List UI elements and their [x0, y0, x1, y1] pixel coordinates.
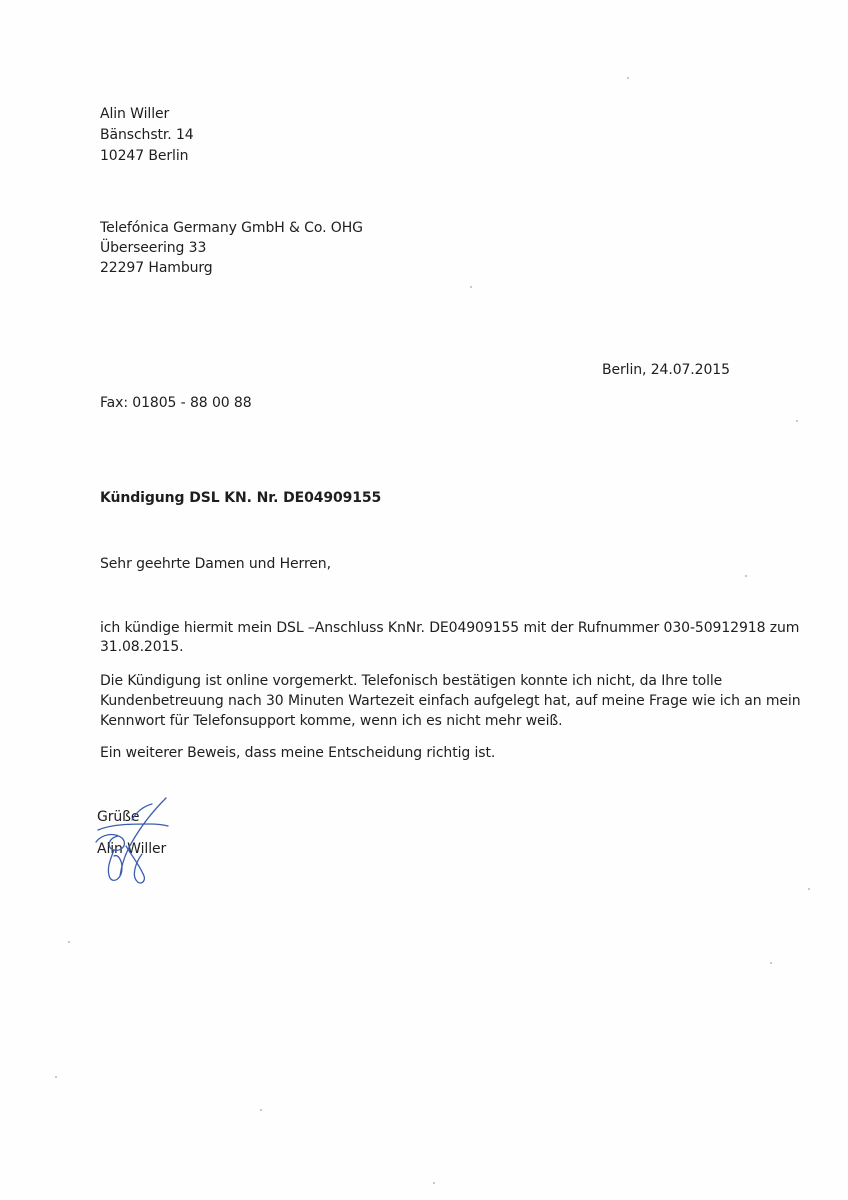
scan-speck — [808, 888, 810, 890]
scan-speck — [55, 1076, 57, 1078]
closing-name: Alin Willer — [97, 841, 167, 857]
scan-speck — [68, 941, 70, 943]
sender-street: Bänschstr. 14 — [100, 127, 194, 143]
fax-number: Fax: 01805 - 88 00 88 — [100, 395, 252, 411]
recipient-street: Überseering 33 — [100, 240, 207, 256]
scan-speck — [745, 575, 747, 577]
scan-speck — [796, 420, 798, 422]
subject-line: Kündigung DSL KN. Nr. DE04909155 — [100, 490, 382, 506]
body-line: Die Kündigung ist online vorgemerkt. Telefonisch bestätigen konnte ich nicht, da Ihre tolle — [100, 673, 723, 689]
scan-speck — [470, 286, 472, 288]
body-line: Ein weiterer Beweis, dass meine Entscheidung richtig ist. — [100, 745, 496, 761]
scan-speck — [627, 77, 629, 79]
sender-city: 10247 Berlin — [100, 148, 189, 164]
sender-name: Alin Willer — [100, 106, 170, 122]
recipient-city: 22297 Hamburg — [100, 260, 213, 276]
scan-speck — [433, 1182, 435, 1184]
salutation: Sehr geehrte Damen und Herren, — [100, 556, 331, 572]
scan-speck — [770, 962, 772, 964]
closing-greeting: Grüße — [97, 809, 140, 825]
body-line: 31.08.2015. — [100, 639, 184, 655]
scan-speck — [260, 1109, 262, 1111]
body-line: ich kündige hiermit mein DSL –Anschluss KnNr. DE04909155 mit der Rufnummer 030-50912918 zum — [100, 620, 800, 636]
place-date: Berlin, 24.07.2015 — [602, 362, 730, 378]
recipient-company: Telefónica Germany GmbH & Co. OHG — [100, 220, 363, 236]
body-line: Kundenbetreuung nach 30 Minuten Wartezeit einfach aufgelegt hat, auf meine Frage wie ich an mein — [100, 693, 801, 709]
body-line: Kennwort für Telefonsupport komme, wenn ich es nicht mehr weiß. — [100, 713, 563, 729]
